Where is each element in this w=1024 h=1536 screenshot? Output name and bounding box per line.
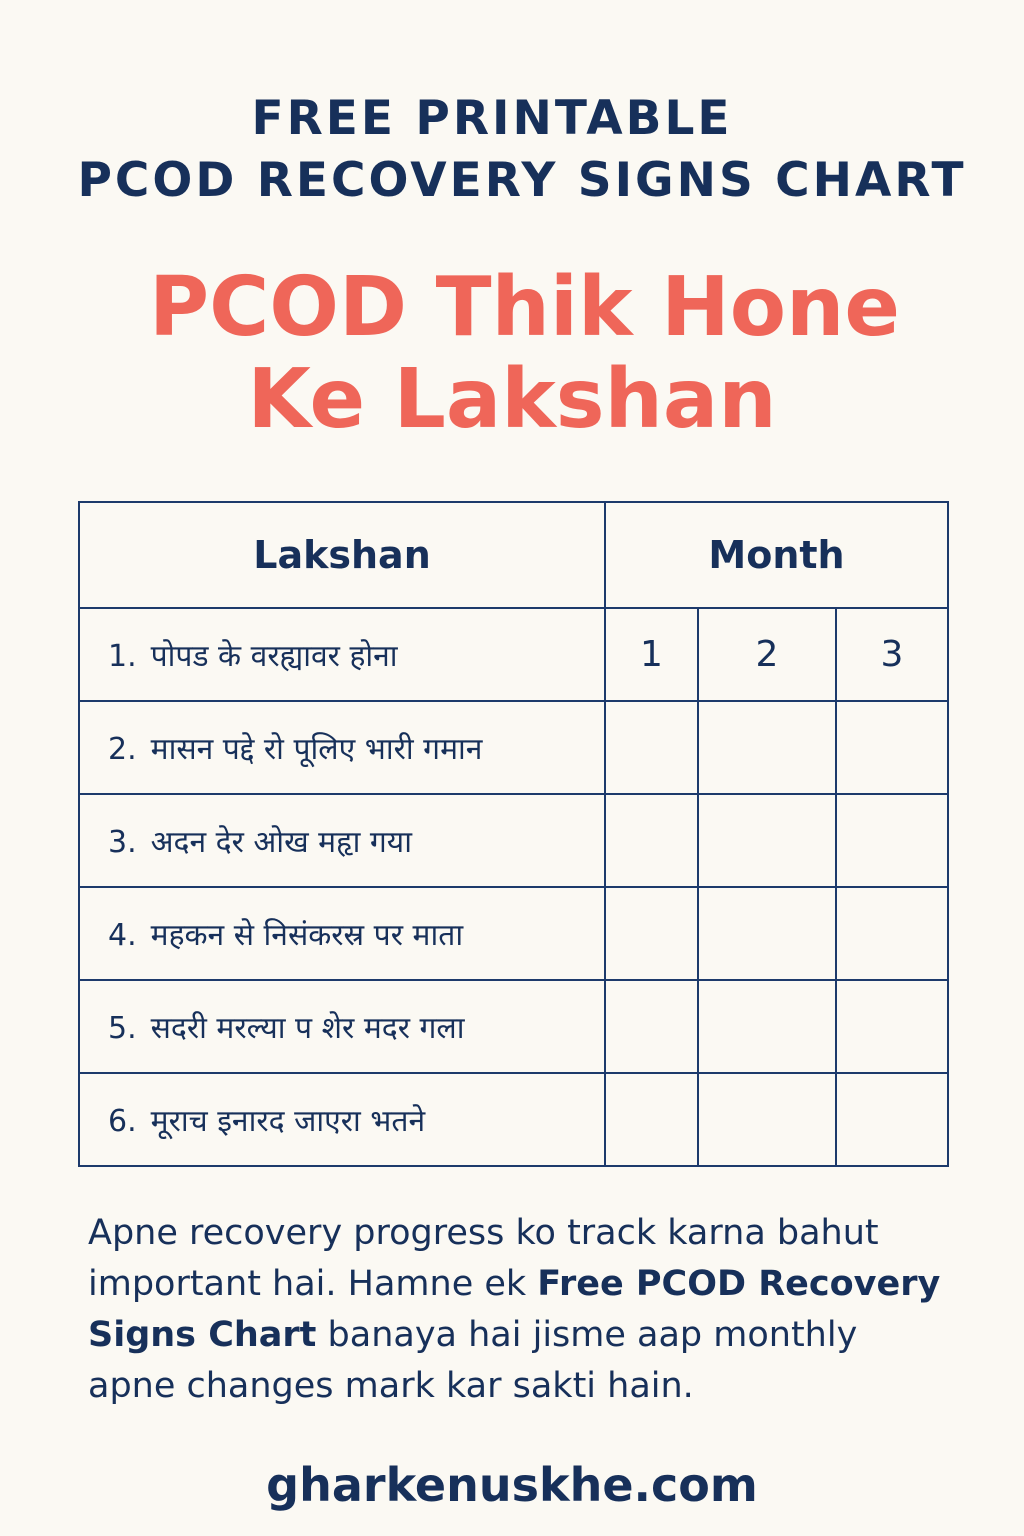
month-number-cell: 2: [698, 608, 836, 701]
month-number-cell: 1: [605, 608, 698, 701]
month-column-header: Month: [605, 502, 948, 608]
lakshan-cell: [79, 701, 605, 794]
table-row: [79, 980, 948, 1073]
recovery-signs-table: [78, 501, 949, 1167]
table-row: [79, 794, 948, 887]
lakshan-cell: [79, 794, 605, 887]
check-cell-month-2[interactable]: [698, 794, 836, 887]
footer-website: gharkenuskhe.com: [266, 1458, 758, 1512]
check-cell-month-3[interactable]: [836, 980, 948, 1073]
table-row: [79, 1073, 948, 1166]
check-cell-month-3[interactable]: [836, 701, 948, 794]
lakshan-column-header: Lakshan: [79, 502, 605, 608]
header-line-2: PCOD RECOVERY SIGNS CHART: [77, 153, 967, 208]
row-number: 3.: [108, 825, 137, 860]
check-cell-month-3[interactable]: [836, 887, 948, 980]
check-cell-month-1[interactable]: [605, 794, 698, 887]
header-line-1: FREE PRINTABLE: [251, 91, 733, 146]
description-text-1: Apne recovery progress ko track karna bahut important hai. Hamne ek: [88, 1213, 879, 1304]
description-bold-text: Free PCOD Recovery Signs Chart: [88, 1264, 941, 1355]
lakshan-text: सदरी मरल्या प शेर मदर गला: [150, 1011, 465, 1046]
lakshan-text: अदन देर ओख महृा गया: [150, 825, 412, 860]
row-number: 6.: [108, 1104, 137, 1139]
row-number: 2.: [108, 732, 137, 767]
chart-header: [0, 88, 1024, 212]
check-cell-month-1[interactable]: [605, 701, 698, 794]
title-line-1: PCOD Thik Hone: [148, 260, 901, 355]
check-cell-month-1[interactable]: [605, 1073, 698, 1166]
lakshan-cell: [79, 1073, 605, 1166]
table-header-row: [79, 502, 948, 608]
description-text-2: banaya hai jisme aap monthly apne changes mark kar sakti hain.: [88, 1315, 858, 1406]
lakshan-text: पोपड के वरह्यावर होना: [150, 639, 398, 674]
check-cell-month-2[interactable]: [698, 701, 836, 794]
page-title: [0, 262, 1024, 446]
table-row: [79, 887, 948, 980]
table-row: [79, 701, 948, 794]
check-cell-month-3[interactable]: [836, 794, 948, 887]
description-paragraph: [88, 1208, 948, 1412]
lakshan-cell: [79, 608, 605, 701]
lakshan-cell: [79, 887, 605, 980]
row-number: 4.: [108, 918, 137, 953]
title-line-2: Ke Lakshan: [247, 352, 777, 447]
lakshan-cell: [79, 980, 605, 1073]
lakshan-text: महकन से निसंकरस्र पर माता: [150, 918, 464, 953]
month-number-cell: 3: [836, 608, 948, 701]
row-number: 5.: [108, 1011, 137, 1046]
lakshan-text: मासन पद्दे रो पूलिए भारी गमान: [150, 732, 483, 767]
check-cell-month-2[interactable]: [698, 980, 836, 1073]
check-cell-month-1[interactable]: [605, 980, 698, 1073]
check-cell-month-2[interactable]: [698, 887, 836, 980]
row-number: 1.: [108, 639, 137, 674]
check-cell-month-3[interactable]: [836, 1073, 948, 1166]
check-cell-month-2[interactable]: [698, 1073, 836, 1166]
lakshan-text: मूराच इनारद जाएरा भतने: [150, 1104, 426, 1139]
table-row: [79, 608, 948, 701]
check-cell-month-1[interactable]: [605, 887, 698, 980]
